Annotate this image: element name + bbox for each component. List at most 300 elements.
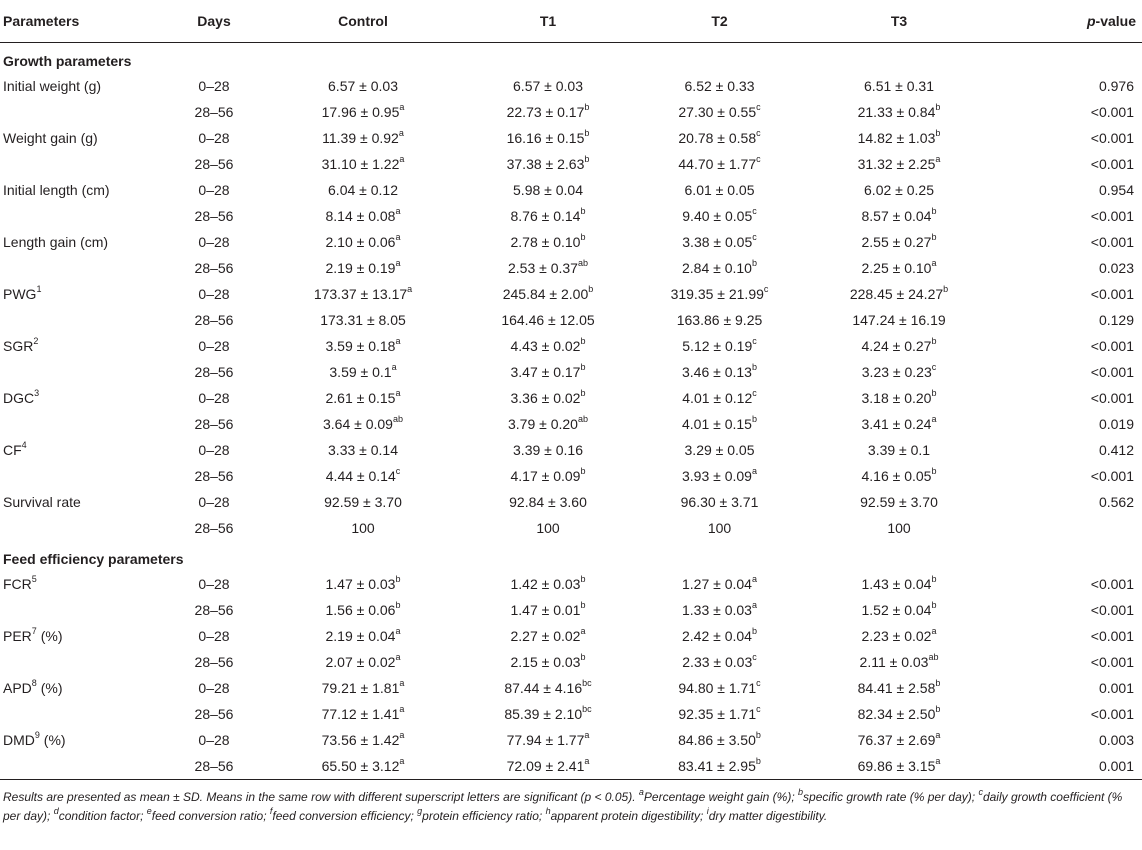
value-cell: 2.33 ± 0.03$^c$ (682, 652, 757, 670)
value-cell: 4.24 ± 0.27$^b$ (861, 336, 937, 354)
value-cell: 4.01 ± 0.15$^b$ (682, 414, 757, 432)
parameter-name (0, 753, 164, 780)
significance-letter: b (931, 574, 937, 585)
p-value-cell: <0.001 (1090, 628, 1134, 644)
value-cell: 2.15 ± 0.03$^b$ (510, 652, 586, 670)
footnote-item: feed conversion efficiency; (272, 809, 414, 823)
significance-letter: a (398, 128, 404, 139)
significance-letter: b (580, 206, 586, 217)
significance-letter: bc (582, 678, 592, 689)
value-cell: 17.96 ± 0.95$^a$ (321, 102, 405, 120)
days-cell: 28–56 (194, 416, 234, 432)
significance-letter: b (935, 678, 941, 689)
value-cell: 22.73 ± 0.17$^b$ (506, 102, 590, 120)
header-row (0, 0, 1142, 43)
significance-letter: ab (928, 652, 939, 663)
significance-letter: b (943, 284, 949, 295)
value-cell: 6.52 ± 0.33 (684, 78, 755, 94)
value-cell: 100 (707, 520, 732, 536)
p-value-cell: 0.976 (1098, 78, 1134, 94)
value-cell: 1.47 ± 0.01$^b$ (510, 600, 586, 618)
header-control: Control (264, 0, 462, 43)
significance-letter: a (391, 362, 397, 373)
value-cell: 92.59 ± 3.70 (324, 494, 402, 510)
parameter-name: Survival rate (3, 494, 81, 510)
significance-letter: b (580, 388, 586, 399)
value-cell: 4.43 ± 0.02$^b$ (510, 336, 586, 354)
value-cell: 65.50 ± 3.12$^a$ (264, 753, 462, 780)
parameter-name: Initial weight (g) (3, 78, 102, 94)
value-cell: 2.11 ± 0.03$^{ab}$ (859, 652, 939, 670)
value-cell: 6.57 ± 0.03 (328, 78, 398, 94)
value-cell: 2.23 ± 0.02$^a$ (861, 626, 937, 644)
parameter-name: Initial length (cm) (3, 182, 110, 198)
value-cell: 100 (351, 520, 375, 536)
table-row (0, 411, 1142, 437)
significance-letter: a (935, 756, 941, 767)
significance-letter: b (755, 756, 761, 767)
significance-letter: a (935, 154, 941, 165)
value-cell: 84.86 ± 3.50$^b$ (678, 730, 761, 748)
significance-letter: c (931, 362, 937, 373)
value-cell: 14.82 ± 1.03$^b$ (857, 128, 941, 146)
parameter-name (0, 203, 164, 229)
value-cell: 37.38 ± 2.63$^b$ (506, 154, 590, 172)
value-cell: 6.02 ± 0.25 (864, 182, 934, 198)
value-cell: 44.70 ± 1.77$^c$ (678, 154, 761, 172)
footnote-item: dry matter digestibility. (708, 809, 828, 823)
value-cell: 72.09 ± 2.41$^a$ (462, 753, 634, 780)
significance-letter: a (395, 388, 401, 399)
days-cell: 28–56 (194, 364, 234, 380)
value-cell: 3.59 ± 0.18$^a$ (325, 336, 401, 354)
p-value-cell: 0.954 (1098, 182, 1134, 198)
value-cell: 83.41 ± 2.95$^b$ (634, 753, 805, 780)
value-cell: 2.10 ± 0.06$^a$ (325, 232, 401, 250)
significance-letter: a (584, 730, 590, 741)
significance-letter: b (584, 154, 590, 165)
p-value-cell: <0.001 (1090, 364, 1134, 380)
significance-letter: b (931, 206, 937, 217)
table-row (0, 463, 1142, 489)
footnote-letter: h (545, 806, 551, 816)
p-value-cell: <0.001 (1090, 602, 1134, 618)
days-cell: 0–28 (198, 78, 230, 94)
value-cell: 4.44 ± 0.14$^c$ (325, 466, 401, 484)
p-value-cell: <0.001 (1090, 104, 1134, 120)
header-p-value: p-value (993, 0, 1142, 43)
significance-letter: a (935, 730, 941, 741)
p-value-cell: <0.001 (1090, 390, 1134, 406)
table-row (0, 333, 1142, 359)
table-row (0, 701, 1142, 727)
significance-letter: a (395, 336, 401, 347)
significance-letter: a (751, 574, 757, 585)
significance-letter: a (751, 466, 757, 477)
days-cell: 0–28 (198, 576, 230, 592)
value-cell: 319.35 ± 21.99$^c$ (670, 284, 769, 302)
value-cell: 31.10 ± 1.22$^a$ (321, 154, 405, 172)
section-row (0, 541, 1142, 571)
value-cell: 3.33 ± 0.14 (328, 442, 398, 458)
parameter-name (0, 411, 164, 437)
table-row (0, 99, 1142, 125)
days-cell: 0–28 (198, 680, 230, 696)
table-row (0, 597, 1142, 623)
parameter-name: PWG$^1$ (3, 284, 42, 302)
p-value-cell: 0.023 (1098, 260, 1134, 276)
value-cell: 1.43 ± 0.04$^b$ (861, 574, 937, 592)
parameter-name (0, 359, 164, 385)
table-row (0, 571, 1142, 597)
value-cell: 3.36 ± 0.02$^b$ (510, 388, 586, 406)
p-value-cell: 0.129 (1098, 312, 1134, 328)
significance-letter: b (580, 362, 586, 373)
table-row (0, 515, 1142, 541)
header-t3: T3 (805, 0, 993, 43)
footnote-item: protein efficiency ratio; (422, 809, 543, 823)
value-cell: 2.07 ± 0.02$^a$ (325, 652, 401, 670)
significance-letter: b (580, 600, 586, 611)
table-row (0, 177, 1142, 203)
value-cell: 85.39 ± 2.10$^{bc}$ (504, 704, 592, 722)
value-cell: 8.76 ± 0.14$^b$ (510, 206, 586, 224)
days-cell: 28–56 (194, 260, 234, 276)
significance-letter: a (399, 756, 405, 767)
value-cell: 2.19 ± 0.04$^a$ (325, 626, 401, 644)
value-cell: 77.12 ± 1.41$^a$ (321, 704, 405, 722)
value-cell: 16.16 ± 0.15$^b$ (506, 128, 590, 146)
p-value-cell: <0.001 (1090, 156, 1134, 172)
table-footnote (0, 780, 1142, 826)
significance-letter: c (752, 232, 757, 243)
parameter-name: PER$^7$ (%) (3, 626, 63, 644)
significance-letter: c (763, 284, 769, 295)
p-value-cell: 0.019 (1098, 416, 1134, 432)
footnote-letter: g (417, 806, 423, 816)
significance-letter: b (935, 704, 941, 715)
days-cell: 0–28 (198, 494, 230, 510)
value-cell: 1.56 ± 0.06$^b$ (325, 600, 401, 618)
significance-letter: c (752, 336, 757, 347)
value-cell: 6.04 ± 0.12 (328, 182, 398, 198)
value-cell: 21.33 ± 0.84$^b$ (857, 102, 941, 120)
p-value-cell: <0.001 (1090, 208, 1134, 224)
p-value-cell: <0.001 (1090, 706, 1134, 722)
header-days: Days (164, 0, 264, 43)
days-cell: 28–56 (194, 706, 234, 722)
value-cell: 2.61 ± 0.15$^a$ (325, 388, 401, 406)
significance-letter: a (395, 652, 401, 663)
value-cell: 1.42 ± 0.03$^b$ (510, 574, 586, 592)
significance-letter: b (580, 466, 586, 477)
significance-letter: b (395, 600, 401, 611)
header-p-value-label: p (1086, 13, 1096, 29)
significance-letter: b (580, 652, 586, 663)
table-row (0, 727, 1142, 753)
table-row (0, 649, 1142, 675)
value-cell: 100 (887, 520, 911, 536)
value-cell: 1.27 ± 0.04$^a$ (682, 574, 757, 592)
significance-letter: a (395, 232, 401, 243)
p-value-cell: 0.412 (1098, 442, 1134, 458)
value-cell: 147.24 ± 16.19 (852, 312, 946, 328)
value-cell: 27.30 ± 0.55$^c$ (678, 102, 761, 120)
significance-letter: c (756, 102, 761, 113)
value-cell: 3.64 ± 0.09$^{ab}$ (323, 414, 403, 432)
value-cell: 1.33 ± 0.03$^a$ (682, 600, 757, 618)
footnote-item: condition factor; (58, 809, 144, 823)
significance-letter: b (395, 574, 401, 585)
value-cell: 3.29 ± 0.05 (684, 442, 755, 458)
footnote-item: apparent protein digestibility; (550, 809, 704, 823)
parameter-name: $CF^4$ (3, 440, 27, 458)
days-cell: 0–28 (198, 286, 230, 302)
table-row (0, 125, 1142, 151)
significance-letter: b (751, 414, 757, 425)
value-cell: 9.40 ± 0.05$^c$ (682, 206, 757, 224)
value-cell: 3.38 ± 0.05$^c$ (682, 232, 757, 250)
table-row (0, 489, 1142, 515)
parameter-name: DMD$^9$ (%) (3, 730, 66, 748)
days-cell: 28–56 (194, 602, 234, 618)
parameter-name (0, 597, 164, 623)
significance-letter: c (756, 678, 761, 689)
days-cell: 28–56 (164, 753, 264, 780)
significance-letter: a (395, 626, 401, 637)
significance-letter: b (931, 336, 937, 347)
table-row (0, 753, 1142, 780)
parameter-name (0, 463, 164, 489)
significance-letter: c (752, 388, 757, 399)
significance-letter: a (931, 258, 937, 269)
section-title: Growth parameters (3, 53, 132, 69)
days-cell: 28–56 (194, 104, 234, 120)
footnote-letter: a (638, 787, 644, 797)
value-cell: 3.79 ± 0.20$^{ab}$ (508, 414, 588, 432)
significance-letter: a (931, 626, 937, 637)
significance-letter: c (752, 206, 757, 217)
parameter-name (0, 515, 164, 541)
days-cell: 0–28 (198, 130, 230, 146)
value-cell: 92.59 ± 3.70 (860, 494, 938, 510)
table-row (0, 203, 1142, 229)
table-row (0, 73, 1142, 99)
parameter-name: SGR$^2$ (3, 336, 39, 354)
footnote-letter: d (53, 806, 59, 816)
value-cell: 173.31 ± 8.05 (320, 312, 406, 328)
significance-letter: a (580, 626, 586, 637)
footnote-item: Percentage weight gain (%); (643, 790, 795, 804)
value-cell: 3.46 ± 0.13$^b$ (682, 362, 757, 380)
significance-letter: a (399, 102, 405, 113)
footnote-item: specific growth rate (% per day); (803, 790, 976, 804)
parameter-name: Weight gain (g) (3, 130, 98, 146)
section-title: Feed efficiency parameters (3, 551, 184, 567)
value-cell: 1.47 ± 0.03$^b$ (325, 574, 401, 592)
significance-letter: ab (577, 258, 588, 269)
days-cell: 28–56 (194, 312, 234, 328)
parameter-name (0, 255, 164, 281)
value-cell: 163.86 ± 9.25 (676, 312, 763, 328)
parameter-name (0, 649, 164, 675)
days-cell: 28–56 (194, 208, 234, 224)
significance-letter: b (580, 336, 586, 347)
significance-letter: a (399, 704, 405, 715)
significance-letter: a (931, 414, 937, 425)
table-row (0, 255, 1142, 281)
significance-letter: b (751, 626, 757, 637)
parameter-name (0, 307, 164, 333)
significance-letter: bc (582, 704, 592, 715)
significance-letter: c (752, 652, 757, 663)
significance-letter: a (407, 284, 413, 295)
table-row (0, 229, 1142, 255)
value-cell: 79.21 ± 1.81$^a$ (321, 678, 405, 696)
value-cell: 6.01 ± 0.05 (684, 182, 755, 198)
significance-letter: b (751, 362, 757, 373)
value-cell: 100 (536, 520, 560, 536)
significance-letter: c (756, 128, 761, 139)
p-value-cell: 0.001 (993, 753, 1142, 780)
header-t2: T2 (634, 0, 805, 43)
value-cell: 2.19 ± 0.19$^a$ (325, 258, 401, 276)
value-cell: 8.57 ± 0.04$^b$ (861, 206, 937, 224)
footnote-letter: c (978, 787, 983, 797)
value-cell: 1.52 ± 0.04$^b$ (861, 600, 937, 618)
footnote-letter: f (269, 806, 273, 816)
value-cell: 96.30 ± 3.71 (680, 494, 759, 510)
value-cell: 92.84 ± 3.60 (509, 494, 587, 510)
value-cell: 3.23 ± 0.23$^c$ (861, 362, 937, 380)
days-cell: 28–56 (194, 654, 234, 670)
parameter-name: FCR$^5$ (3, 574, 37, 592)
value-cell: 2.25 ± 0.10$^a$ (861, 258, 937, 276)
value-cell: 2.84 ± 0.10$^b$ (682, 258, 757, 276)
value-cell: 6.57 ± 0.03 (513, 78, 583, 94)
parameter-name: Length gain (cm) (3, 234, 109, 250)
value-cell: 5.12 ± 0.19$^c$ (682, 336, 757, 354)
days-cell: 0–28 (198, 338, 230, 354)
p-value-cell: <0.001 (1090, 130, 1134, 146)
value-cell: 20.78 ± 0.58$^c$ (678, 128, 761, 146)
parameter-name (0, 701, 164, 727)
significance-letter: c (756, 154, 761, 165)
p-value-cell: <0.001 (1090, 654, 1134, 670)
parameter-name: APD$^8$ (%) (3, 678, 63, 696)
table-row (0, 151, 1142, 177)
table-row (0, 281, 1142, 307)
value-cell: 73.56 ± 1.42$^a$ (321, 730, 405, 748)
value-cell: 84.41 ± 2.58$^b$ (857, 678, 941, 696)
significance-letter: a (399, 730, 405, 741)
significance-letter: b (935, 128, 941, 139)
header-parameters: Parameters (0, 0, 164, 43)
value-cell: 82.34 ± 2.50$^b$ (857, 704, 941, 722)
days-cell: 28–56 (194, 156, 234, 172)
value-cell: 31.32 ± 2.25$^a$ (857, 154, 941, 172)
value-cell: 228.45 ± 24.27$^b$ (849, 284, 949, 302)
footnote-letter: e (146, 806, 152, 816)
significance-letter: b (580, 574, 586, 585)
value-cell: 2.53 ± 0.37$^{ab}$ (508, 258, 588, 276)
significance-letter: a (584, 756, 590, 767)
value-cell: 11.39 ± 0.92$^a$ (322, 128, 404, 146)
value-cell: 92.35 ± 1.71$^c$ (678, 704, 761, 722)
value-cell: 2.55 ± 0.27$^b$ (861, 232, 937, 250)
value-cell: 69.86 ± 3.15$^a$ (805, 753, 993, 780)
days-cell: 0–28 (198, 732, 230, 748)
significance-letter: b (935, 102, 941, 113)
p-value-cell: <0.001 (1090, 234, 1134, 250)
value-cell: 3.39 ± 0.1 (867, 442, 931, 458)
value-cell: 8.14 ± 0.08$^a$ (325, 206, 401, 224)
p-value-cell: 0.003 (1098, 732, 1134, 748)
table-row (0, 359, 1142, 385)
parameter-name (0, 99, 164, 125)
footnote-letter: b (798, 787, 804, 797)
value-cell: 3.59 ± 0.1$^a$ (329, 362, 397, 380)
p-value-cell: <0.001 (1090, 286, 1134, 302)
footnote-item: daily growth coefficient (% per day); (3, 790, 1123, 823)
value-cell: 173.37 ± 13.17$^a$ (313, 284, 413, 302)
significance-letter: a (399, 678, 405, 689)
significance-letter: c (756, 704, 761, 715)
value-cell: 77.94 ± 1.77$^a$ (506, 730, 590, 748)
days-cell: 28–56 (194, 520, 234, 536)
significance-letter: b (588, 284, 594, 295)
significance-letter: c (395, 466, 401, 477)
value-cell: 4.16 ± 0.05$^b$ (861, 466, 937, 484)
footnote-lead: Results are presented as mean ± SD. Means in the same row with different superscript letters are significant (p < 0.05). (3, 790, 636, 804)
significance-letter: ab (577, 414, 588, 425)
significance-letter: b (931, 232, 937, 243)
value-cell: 76.37 ± 2.69$^a$ (857, 730, 941, 748)
footnote-letter: i (706, 806, 709, 816)
significance-letter: b (751, 258, 757, 269)
significance-letter: a (399, 154, 405, 165)
value-cell: 2.78 ± 0.10$^b$ (510, 232, 586, 250)
value-cell: 3.47 ± 0.17$^b$ (510, 362, 586, 380)
value-cell: 3.39 ± 0.16 (513, 442, 583, 458)
significance-letter: b (584, 128, 590, 139)
parameter-name: DGC$^3$ (3, 388, 40, 406)
table-row (0, 675, 1142, 701)
significance-letter: a (395, 258, 401, 269)
significance-letter: b (931, 600, 937, 611)
p-value-cell (993, 515, 1142, 541)
value-cell: 94.80 ± 1.71$^c$ (678, 678, 761, 696)
value-cell: 5.98 ± 0.04 (513, 182, 583, 198)
significance-letter: b (584, 102, 590, 113)
table-row (0, 307, 1142, 333)
days-cell: 0–28 (198, 628, 230, 644)
value-cell: 2.27 ± 0.02$^a$ (510, 626, 586, 644)
significance-letter: b (931, 388, 937, 399)
table-row (0, 385, 1142, 411)
table-row (0, 623, 1142, 649)
value-cell: 3.41 ± 0.24$^a$ (861, 414, 937, 432)
days-cell: 0–28 (198, 390, 230, 406)
value-cell: 2.42 ± 0.04$^b$ (682, 626, 757, 644)
p-value-cell: <0.001 (1090, 468, 1134, 484)
table-body (0, 43, 1142, 780)
value-cell: 87.44 ± 4.16$^{bc}$ (504, 678, 592, 696)
p-value-cell: <0.001 (1090, 338, 1134, 354)
p-value-cell: 0.562 (1098, 494, 1134, 510)
value-cell: 3.93 ± 0.09$^a$ (682, 466, 757, 484)
value-cell: 6.51 ± 0.31 (864, 78, 934, 94)
